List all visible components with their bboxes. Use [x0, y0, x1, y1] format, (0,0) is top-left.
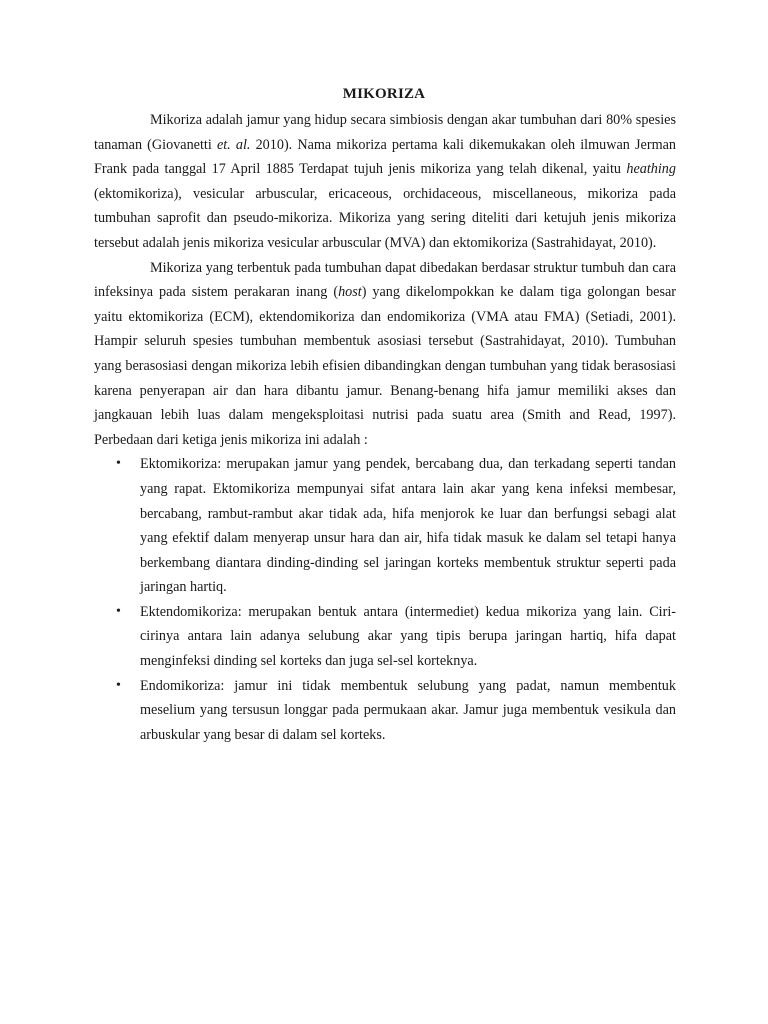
document-body — [94, 108, 676, 747]
bullet-icon: • — [116, 677, 121, 693]
italic-text: et. al. — [216, 136, 251, 153]
paragraph-text: Mikoriza adalah jamur yang hidup secara simbiosis dengan akar tumbuhan dari 80% spesies tanaman (Giovanetti — [94, 112, 676, 153]
paragraph-intro — [94, 108, 676, 256]
paragraph-classification — [94, 256, 676, 453]
bullet-icon: • — [116, 603, 121, 619]
paragraph-text: Mikoriza yang terbentuk pada tumbuhan dapat dibedakan berdasar struktur tumbuh dan cara infeksinya pada sistem perakaran inang ( — [94, 259, 676, 301]
list-item-text: Ektendomikoriza: merupakan bentuk antara (intermediet) kedua mikoriza yang lain. Ciri-cirinya antara lain adanya selubung akar yang tipis berupa jaringan hartiq, hifa dapat menginfeksi dinding sel korteks dan juga sel-sel korteknya. — [140, 603, 676, 670]
list-item — [94, 452, 676, 600]
list-item — [94, 674, 676, 748]
list-item — [94, 600, 676, 674]
document-title: MIKORIZA — [342, 86, 426, 102]
list-item-text: Ektomikoriza: merupakan jamur yang pendek, bercabang dua, dan terkadang seperti tandan yang rapat. Ektomikoriza mempunyai sifat antara lain akar yang kena infeksi membesar, bercabang, rambut-rambut akar tidak ada, hifa menjorok ke luar dan berfungsi sebagi alat yang efektif dalam menyerap unsur hara dan air, hifa tidak masuk ke dalam sel tetapi hanya berkembang diantara dinding-dinding sel jaringan korteks membentuk struktur seperti pada jaringan hartiq. — [140, 456, 676, 596]
italic-text: host — [338, 284, 362, 301]
italic-text: heathing — [626, 161, 676, 178]
paragraph-text: (ektomikoriza), vesicular arbuscular, ericaceous, orchidaceous, miscellaneous, mikoriza pada tumbuhan saprofit dan pseudo-mikoriza. Mikoriza yang sering diteliti dari ketujuh jenis mikoriza tersebut adalah jenis mikoriza vesicular arbuscular (MVA) dan ektomikoriza (Sastrahidayat, 2010). — [94, 185, 676, 251]
paragraph-text: 2010). Nama mikoriza pertama kali dikemukakan oleh ilmuwan Jerman Frank pada tanggal 17 April 1885 Terdapat tujuh jenis mikoriza yang telah dikenal, yaitu — [94, 136, 676, 178]
paragraph-text: ) yang dikelompokkan ke dalam tiga golongan besar yaitu ektomikoriza (ECM), ektendomikoriza dan endomikoriza (VMA atau FMA) (Setiadi, 2001). Hampir seluruh spesies tumbuhan membentuk asosiasi tersebut (Sastrahidayat, 2010). Tumbuhan yang berasosiasi dengan mikoriza lebih efisien dibandingkan dengan tumbuhan yang tidak berasosiasi karena penyerapan air dan hara dibantu jamur. Benang-benang hifa jamur memiliki akses dan jangkauan lebih luas dalam mengeksploitasi nutrisi pada suatu area (Smith and Read, 1997). Perbedaan dari ketiga jenis mikoriza ini adalah : — [94, 284, 676, 448]
bullet-list — [94, 452, 676, 747]
list-item-text: Endomikoriza: jamur ini tidak membentuk selubung yang padat, namun membentuk meselium yang tersusun longgar pada permukaan akar. Jamur juga membentuk vesikula dan arbuskular yang besar di dalam sel korteks. — [140, 677, 676, 743]
bullet-icon: • — [116, 456, 121, 472]
